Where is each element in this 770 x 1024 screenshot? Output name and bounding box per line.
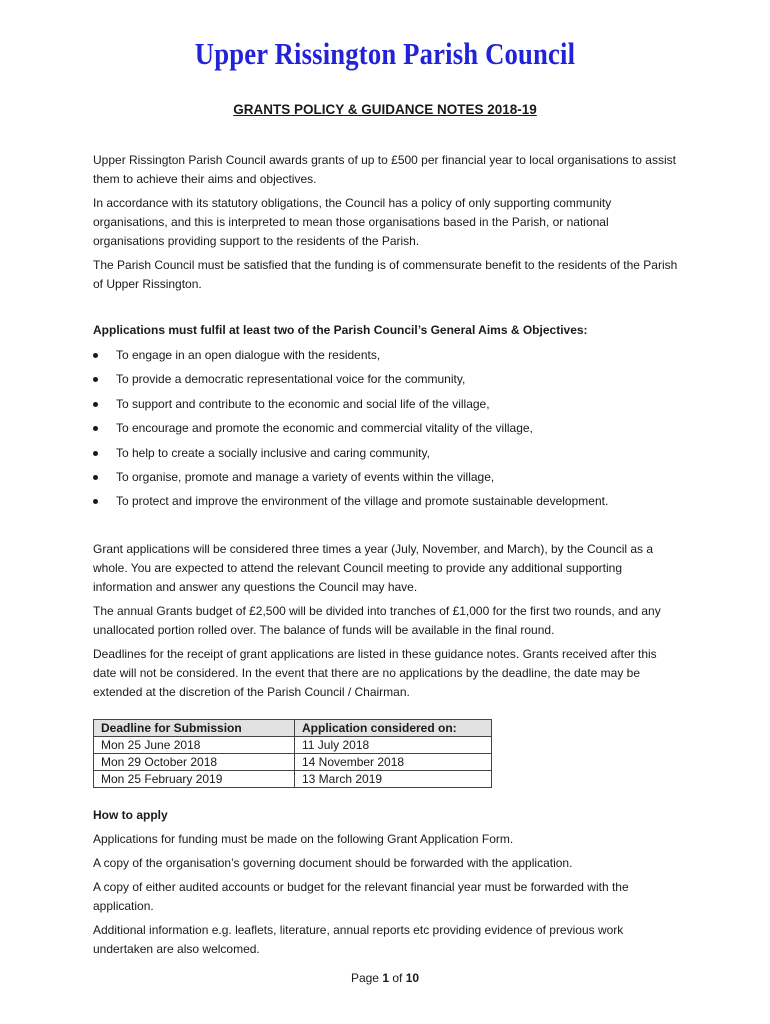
bullet-icon [93, 353, 98, 358]
intro-paragraph: In accordance with its statutory obligations, the Council has a policy of only supporting community organisations, and this is interpreted to mean those organisations based in the Parish, or national organisations providing support to the residents of the Parish. [93, 196, 612, 248]
bullet-icon [93, 451, 98, 456]
document-body [93, 151, 683, 964]
apply-paragraph: A copy of the organisation’s governing document should be forwarded with the application. [93, 855, 573, 870]
table-cell: 13 March 2019 [295, 770, 492, 787]
apply-paragraph: Applications for funding must be made on the following Grant Application Form. [93, 831, 514, 846]
schedule-paragraph: The annual Grants budget of £2,500 will be divided into tranches of £1,000 for the first two rounds, and any unallocated portion rolled over. The balance of funds will be available in the final round. [93, 603, 661, 637]
bullet-icon [93, 402, 98, 407]
intro-paragraph: Upper Rissington Parish Council awards grants of up to £500 per financial year to local organisations to assist them to achieve their aims and objectives. [93, 153, 676, 186]
list-item [93, 492, 683, 516]
apply-paragraph: Additional information e.g. leaflets, literature, annual reports etc providing evidence of previous work undertaken are also welcomed. [93, 922, 624, 956]
apply-paragraph: A copy of either audited accounts or budget for the relevant financial year must be forwarded with the application. [93, 879, 629, 913]
list-item [93, 444, 683, 468]
table-cell: 14 November 2018 [295, 753, 492, 770]
of-label: of [392, 971, 403, 985]
table-cell: 11 July 2018 [295, 736, 492, 753]
page-footer [0, 971, 770, 985]
table-cell: Mon 25 June 2018 [94, 736, 295, 753]
aim-text: To engage in an open dialogue with the residents, [116, 348, 381, 362]
aim-text: To organise, promote and manage a variety of events within the village, [116, 469, 495, 484]
table-row [94, 770, 492, 787]
aim-text: To protect and improve the environment of the village and promote sustainable development. [116, 494, 609, 509]
page-label: Page [350, 971, 379, 985]
table-row [94, 753, 492, 770]
how-to-apply-heading: How to apply [93, 807, 168, 822]
total-pages: 10 [405, 971, 420, 985]
list-item [93, 419, 683, 443]
page-number: 1 [382, 971, 389, 985]
aim-text: To support and contribute to the economic and social life of the village, [116, 396, 490, 411]
column-header: Deadline for Submission [94, 719, 295, 736]
bullet-icon [93, 377, 98, 382]
deadlines-table [93, 719, 492, 788]
list-item [93, 370, 683, 394]
intro-paragraph: The Parish Council must be satisfied that the funding is of commensurate benefit to the residents of the Parish of Upper Rissington. [93, 258, 678, 291]
page-title: Upper Rissington Parish Council [194, 36, 576, 71]
aims-heading: Applications must fulfil at least two of the Parish Council’s General Aims & Objectives: [93, 323, 588, 337]
bullet-icon [93, 499, 98, 504]
bullet-icon [93, 475, 98, 480]
list-item [93, 468, 683, 492]
aim-text: To help to create a socially inclusive and caring community, [116, 445, 430, 460]
table-cell: Mon 25 February 2019 [94, 770, 295, 787]
aim-text: To encourage and promote the economic and commercial vitality of the village, [116, 421, 533, 436]
aim-text: To provide a democratic representational voice for the community, [116, 372, 466, 387]
table-header-row [94, 719, 492, 736]
aims-list [93, 346, 683, 517]
table-cell: Mon 29 October 2018 [94, 753, 295, 770]
table-row [94, 736, 492, 753]
column-header: Application considered on: [295, 719, 492, 736]
list-item [93, 395, 683, 419]
schedule-paragraph: Deadlines for the receipt of grant applications are listed in these guidance notes. Grants received after this date will not be considered. In the event that there are no applications by the deadline, the date may be extended at the discretion of the Parish Council / Chairman. [93, 646, 657, 699]
list-item [93, 346, 683, 370]
document-subtitle: GRANTS POLICY & GUIDANCE NOTES 2018-19 [233, 102, 537, 117]
schedule-paragraph: Grant applications will be considered three times a year (July, November, and March), by the Council as a whole. You are expected to attend the relevant Council meeting to provide any additional supporting information and answer any questions the Council may have. [93, 541, 654, 594]
bullet-icon [93, 426, 98, 431]
